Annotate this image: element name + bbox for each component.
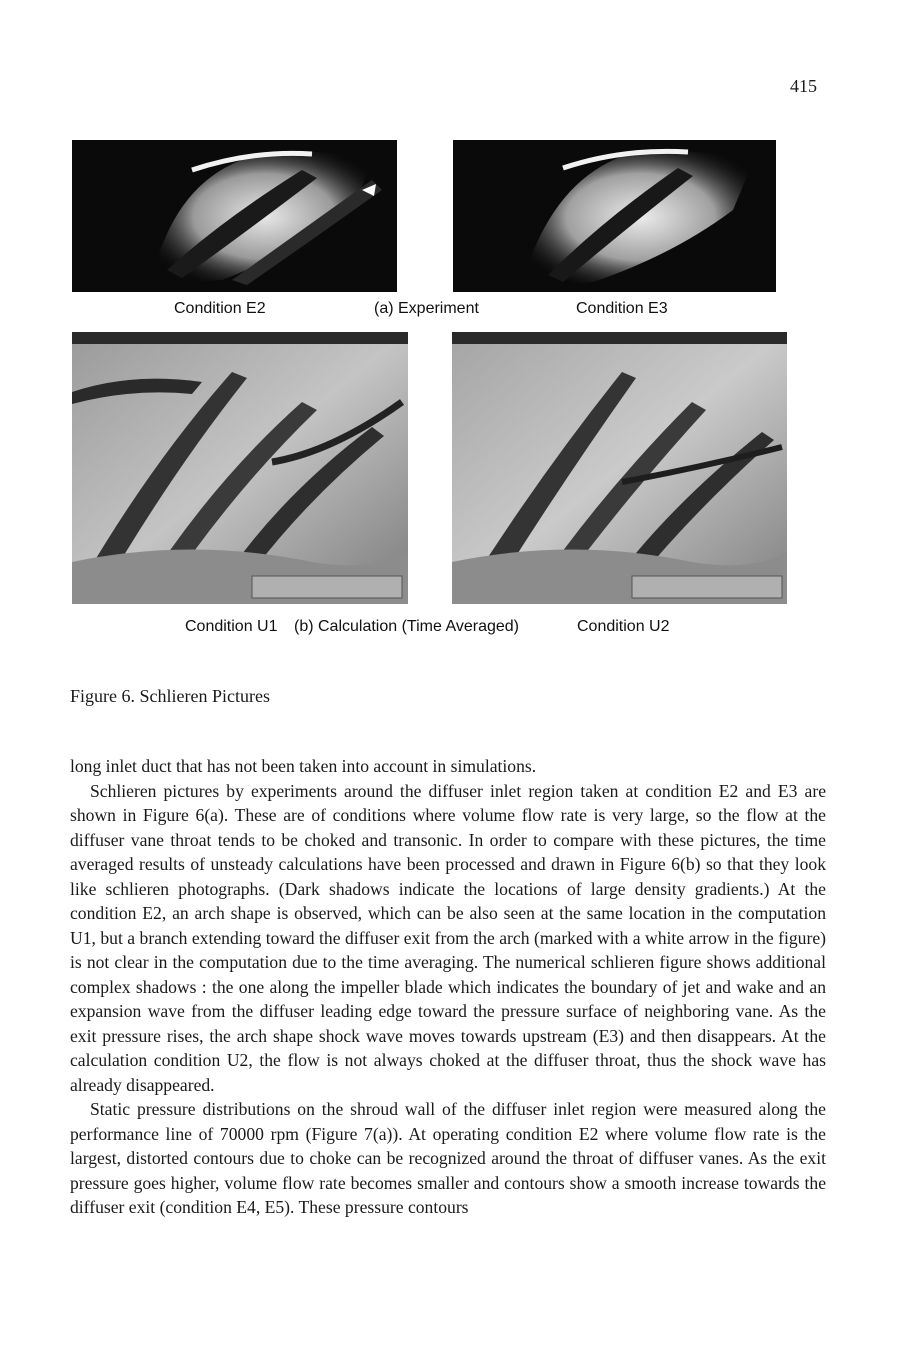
calculation-image-u2 [452, 332, 787, 604]
figure-caption: Figure 6. Schlieren Pictures [70, 686, 270, 706]
caption-experiment: (a) Experiment [374, 300, 479, 317]
caption-calculation: (b) Calculation (Time Averaged) [294, 618, 519, 635]
caption-condition-e3: Condition E3 [576, 300, 668, 317]
page-number: 415 [790, 76, 817, 96]
calculation-image-u1 [72, 332, 408, 604]
caption-condition-u2: Condition U2 [577, 618, 670, 635]
paragraph: Static pressure distributions on the shroud wall of the diffuser inlet region were measured along the performance line of 70000 rpm (Figure 7(a)). At operating condition E2 where volume flow rate is the largest, distorted contours due to choke can be recognized around the throat of diffuser vanes. As the exit pressure goes higher, volume flow rate becomes smaller and contours show a smooth increase towards the diffuser exit (condition E4, E5). These pressure contours [70, 1099, 826, 1217]
schlieren-photo-e2 [72, 140, 397, 292]
paragraph: Schlieren pictures by experiments around the diffuser inlet region taken at condition E2 and E3 are shown in Figure 6(a). These are of conditions where volume flow rate is very large, so the flow at the diffuser vane throat tends to be choked and transonic. In order to compare with these pictures, the time averaged results of unsteady calculations have been processed and drawn in Figure 6(b) so that they look like schlieren photographs. (Dark shadows indicate the locations of large density gradients.) At the condition E2, an arch shape is observed, which can be also seen at the same location in the computation U1, but a branch extending toward the diffuser exit from the arch (marked with a white arrow in the figure) is not clear in the computation due to the time averaging. The numerical schlieren figure shows additional complex shadows : the one along the impeller blade which indicates the boundary of jet and wake and an expansion wave from the diffuser leading edge toward the pressure surface of neighboring vane. As the exit pressure rises, the arch shape shock wave moves towards upstream (E3) and then disappears. At the calculation condition U2, the flow is not always choked at the diffuser throat, thus the shock wave has already disappeared. [70, 780, 826, 1095]
schlieren-photo-e3 [453, 140, 776, 292]
body-text [70, 754, 826, 1220]
paragraph: long inlet duct that has not been taken into account in simulations. [70, 756, 537, 776]
caption-condition-e2: Condition E2 [174, 300, 266, 317]
caption-condition-u1: Condition U1 [185, 618, 278, 635]
